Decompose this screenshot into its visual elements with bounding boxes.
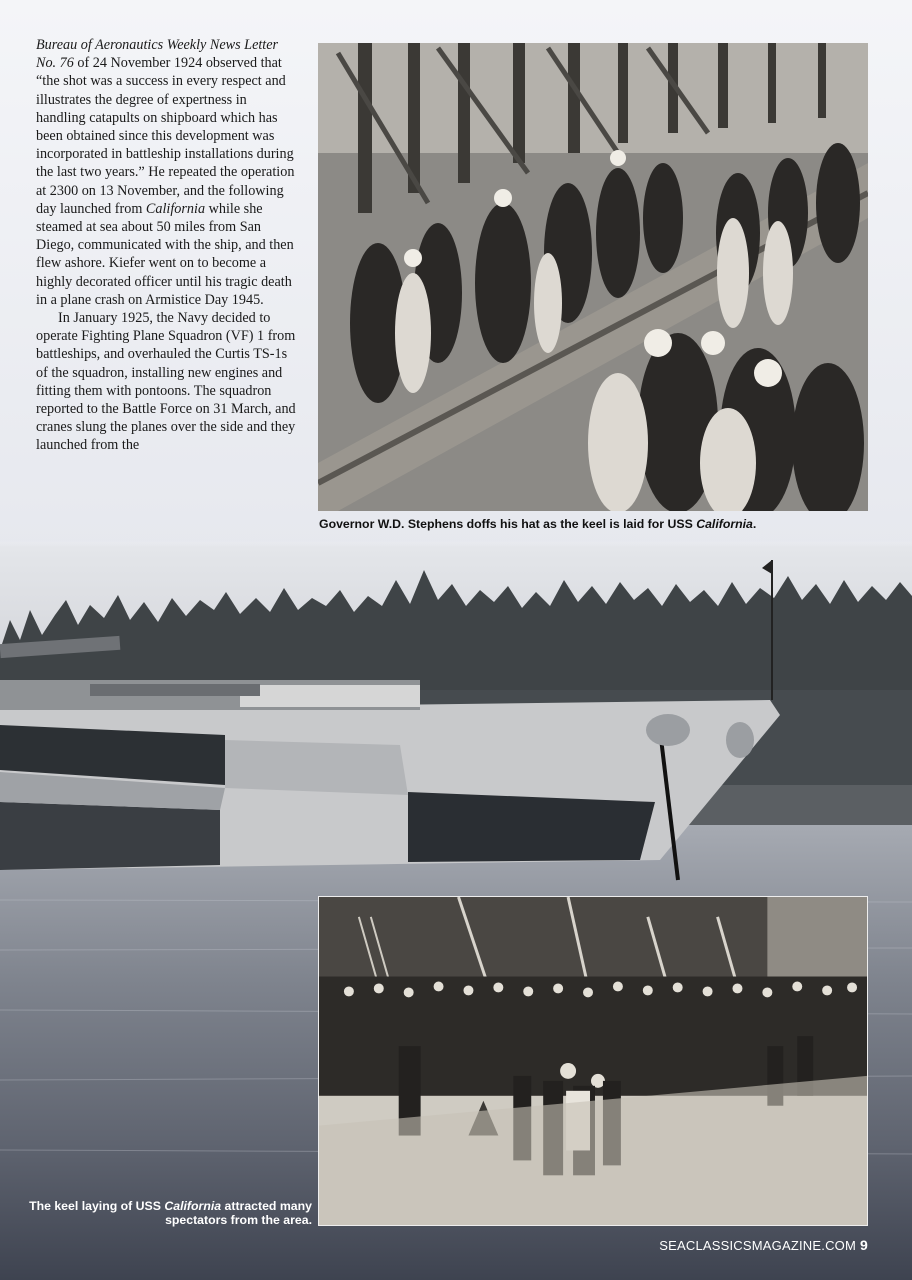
paragraph-1-text-a: of 24 November 1924 observed that “the shot was a success in every respect and illustrates the degree of expertness in handling catapults on shipboard which has been obtained since this development was incorporated in battleship installations during the last two years.” He repeated the operation at 2300 on 13 November, and the following day launched from (36, 55, 295, 217)
keel-laying-photo (318, 896, 868, 1226)
magazine-website: SEACLASSICSMAGAZINE.COM (659, 1238, 856, 1253)
caption-end: . (752, 517, 757, 531)
caption-text: The keel laying of USS (29, 1199, 165, 1213)
caption-ship-name: California (164, 1199, 222, 1213)
governor-photo (318, 43, 868, 511)
governor-photo-caption (319, 517, 879, 531)
newsletter-title: Bureau of Aeronautics Weekly News Letter No. 76 (36, 37, 279, 72)
page-footer (659, 1237, 868, 1253)
paragraph-1-text-b: while she steamed at sea about 50 miles from San Diego, communicated with the ship, and then flew ashore. Kiefer went on to become a highly decorated officer until his tragic death in a plane crash on Armistice Day 1945. (36, 200, 294, 308)
ship-name: California (145, 200, 206, 217)
article-paragraph-1 (36, 36, 298, 309)
caption-ship-name: California (696, 517, 753, 531)
caption-text-end: attracted many spectators from the area. (165, 1199, 312, 1227)
caption-text: Governor W.D. Stephens doffs his hat as the keel is laid for USS (319, 517, 697, 531)
keel-photo-caption (20, 1199, 312, 1227)
page-number: 9 (860, 1237, 868, 1253)
article-paragraph-2: In January 1925, the Navy decided to operate Fighting Plane Squadron (VF) 1 from battleships, and overhauled the Curtis TS-1s of the squadron, installing new engines and fitting them with pontoons. The squadron reported to the Battle Force on 31 March, and cranes slung the planes over the side and they launched from the (36, 310, 296, 454)
article-body (36, 36, 298, 455)
